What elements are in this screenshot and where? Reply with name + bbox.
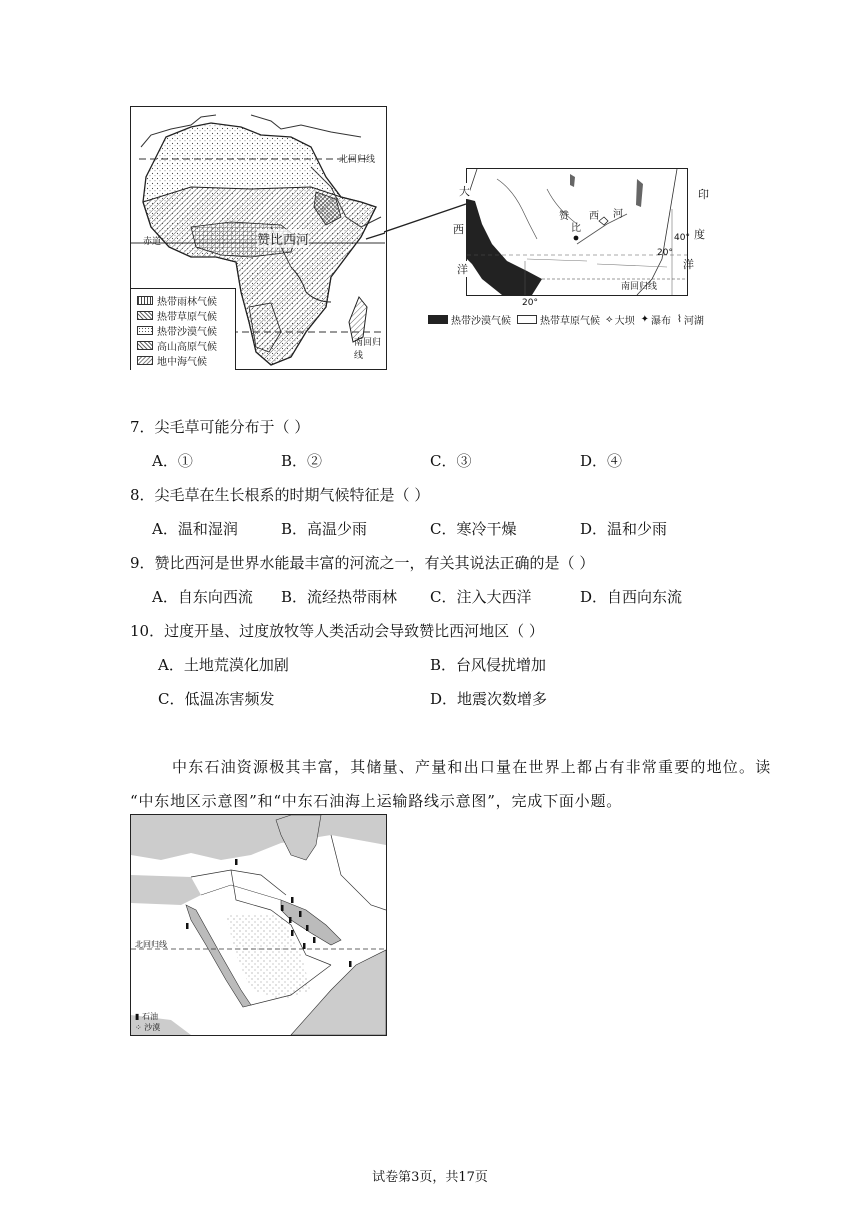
q9-option-c: C．注入大西洋 [430,588,532,606]
atlantic-char-1: 大 [459,185,470,198]
oil-icon: ▮ [135,1012,140,1021]
zambezi-inset-map [453,168,690,308]
me-legend-oil: ▮ 石油 [135,1012,158,1021]
intro-line-1: 中东石油资源极其丰富，其储量、产量和出口量在世界上都占有非常重要的地位。读 [172,758,772,776]
tropic-north-label: 北回归线 [339,155,376,165]
zambezi-label: 赞比西河 [257,229,309,248]
indian-char-3: 洋 [683,258,694,271]
q8-option-c: C．寒冷干燥 [430,520,517,538]
atlantic-char-2: 西 [453,223,464,236]
deg-40-label: 40° [674,233,690,243]
africa-map-legend [131,288,236,370]
dam-icon: ⟡ [606,313,613,325]
inset-tropic-label: 南回归线 [621,282,658,292]
q8-option-d: D．温和少雨 [580,520,668,538]
zambezi-char-2: 比 [571,223,581,234]
q7-option-d: D．④ [580,452,623,470]
legend-savanna: 热带草原气候 [137,308,217,323]
africa-climate-map [130,106,387,370]
tropic-south-label: 南回归线 [354,338,382,361]
legend-highland: 高山高原气候 [137,338,217,353]
atlantic-char-3: 洋 [457,263,468,276]
zambezi-char-1: 赞 [559,211,569,222]
q8-option-b: B．高温少雨 [281,520,368,538]
page-footer: 试卷第3页，共17页 [372,1170,488,1185]
me-tropic-label: 北回归线 [135,940,167,949]
zambezi-char-4: 河 [613,209,623,220]
q10-option-d: D．地震次数增多 [430,690,548,708]
waterfall-icon: ✦ [640,313,650,325]
q8-option-a: A．温和湿润 [152,520,238,538]
inset-legend: 热带沙漠气候 热带草原气候 ⟡ 大坝 ✦ 瀑布 ⌇ 河湖 [428,312,704,326]
middle-east-drawing [131,815,386,1035]
desert-swatch [428,315,448,324]
question-10: 10．过度开垦、过度放牧等人类活动会导致赞比西河地区（ ） [130,622,544,640]
question-8: 8．尖毛草在生长根系的时期气候特征是（ ） [130,486,430,504]
q10-option-a: A．土地荒漠化加剧 [158,656,289,674]
q10-option-c: C．低温冻害频发 [158,690,275,708]
zambezi-char-3: 西 [589,211,599,222]
q7-option-c: C．③ [430,452,472,470]
indian-char-1: 印 [698,188,709,201]
legend-mediterranean: 地中海气候 [137,353,207,368]
equator-label: 赤道 [143,237,162,247]
q7-option-b: B．② [281,452,323,470]
intro-line-2: “中东地区示意图”和“中东石油海上运输路线示意图”，完成下面小题。 [130,792,623,810]
q10-option-b: B．台风侵扰增加 [430,656,547,674]
q9-option-b: B．流经热带雨林 [281,588,398,606]
legend-rainforest: 热带雨林气候 [137,293,217,308]
question-7: 7．尖毛草可能分布于（ ） [130,418,310,436]
q9-option-d: D．自西向东流 [580,588,683,606]
desert-icon: ⁘ [135,1023,142,1032]
deg-20-right-label: 20° [657,248,673,258]
savanna-swatch [517,315,537,324]
q7-option-a: A．① [152,452,193,470]
legend-desert: 热带沙漠气候 [137,323,217,338]
lake-icon: ⌇ [677,313,682,325]
deg-20-bottom-label: 20° [522,298,538,308]
indian-char-2: 度 [694,228,705,241]
q9-option-a: A．自东向西流 [152,588,253,606]
me-legend-desert: ⁘ 沙漠 [135,1023,161,1032]
question-9: 9．赞比西河是世界水能最丰富的河流之一，有关其说法正确的是（ ） [130,554,595,572]
middle-east-map [130,814,387,1036]
